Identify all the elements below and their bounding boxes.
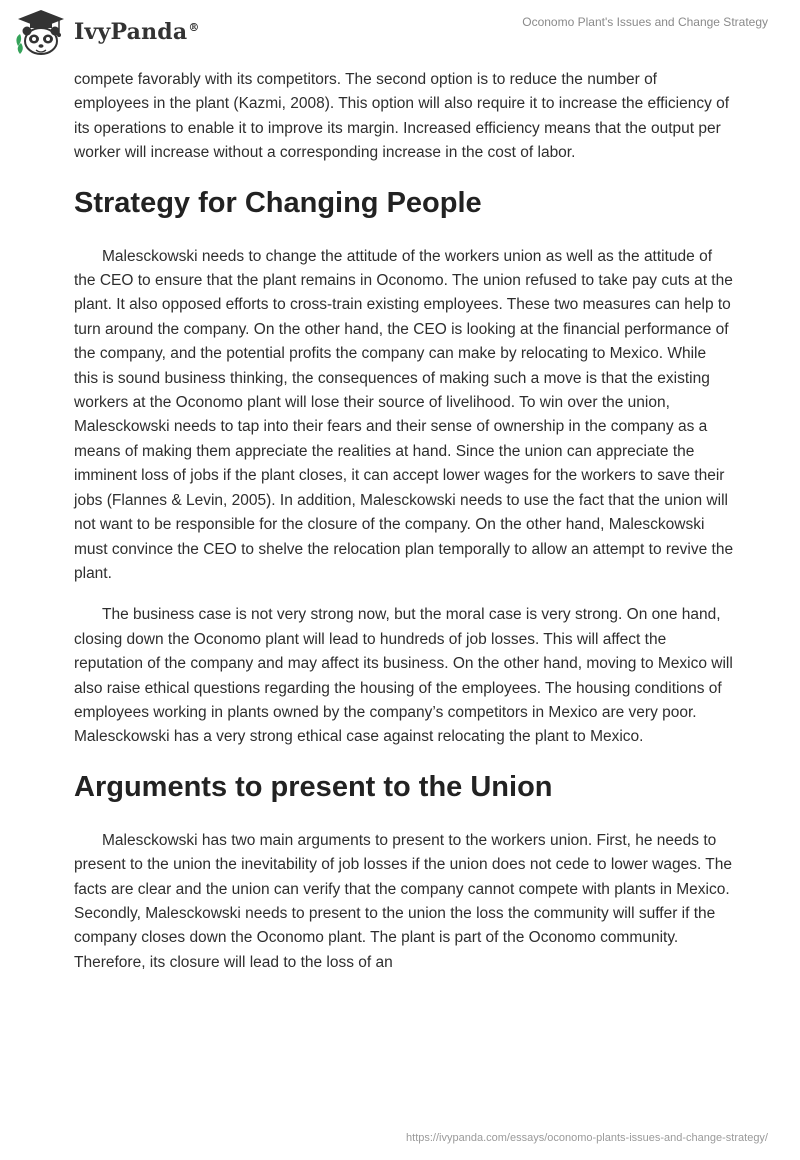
document-title: Oconomo Plant's Issues and Change Strategy	[522, 15, 768, 29]
paragraph-arguments: Malesckowski has two main arguments to present to the workers union. First, he needs to present to the union the inevitability of job losses if the union does not cede to lower wages. The facts are clear and the union can verify that the company cannot compete with plants in Mexico. Secondly, Malesckowski needs to present to the union the loss the community will suffer if the company closes down the Oconomo plant. The plant is part of the Oconomo community. Therefore, its closure will lead to the loss of an	[74, 831, 733, 971]
paragraph-strategy: Malesckowski needs to change the attitude of the workers union as well as the attitude of the CEO to ensure that the plant remains in Oconomo. The union refused to take pay cuts at the plant. It also opposed efforts to cross-train existing employees. These two measures can help to turn around the company. On the other hand, the CEO is looking at the financial performance of the company, and the potential profits the company can make by relocating to Mexico. While this is sound business thinking, the consequences of making such a move is that the existing workers at the Oconomo plant will lose their source of livelihood. To win over the union, Malesckowski needs to tap into their fears and their sense of ownership in the company as a means of making them appreciate the realities at hand. Since the union can appreciate the imminent loss of jobs if the plant closes, it can accept lower wages for the workers to save their jobs (Flannes & Levin, 2005). In addition, Malesckowski needs to use the fact that the union will not want to be responsible for the closure of the company. On the other hand, Malesckowski must convince the CEO to shelve the relocation plan temporally to allow an attempt to revive the plant.	[74, 247, 734, 582]
source-url[interactable]: https://ivypanda.com/essays/oconomo-plants-issues-and-change-strategy/	[406, 1132, 768, 1144]
panda-graduate-icon	[14, 8, 68, 56]
page-header	[0, 0, 800, 70]
registered-mark: ®	[188, 20, 200, 34]
logo[interactable]	[14, 8, 200, 56]
essay-content	[74, 68, 734, 992]
paragraph-business-case: The business case is not very strong now, but the moral case is very strong. On one hand, closing down the Oconomo plant will lead to hundreds of job losses. This will affect the reputation of the company and may affect its business. On the other hand, moving to Mexico will also raise ethical questions regarding the housing of the employees. The housing conditions of employees working in plants owned by the company’s competitors in Mexico are very poor. Malesckowski has a very strong ethical case against relocating the plant to Mexico.	[74, 606, 733, 746]
paragraph-continued: compete favorably with its competitors. The second option is to reduce the number of employees in the plant (Kazmi, 2008). This option will also require it to increase the efficiency of its operations to enable it to improve its margin. Increased efficiency means that the output per worker will increase without a corresponding increase in the cost of labor.	[74, 71, 730, 162]
heading-arguments-to-union: Arguments to present to the Union	[74, 770, 553, 803]
heading-strategy-for-changing-people: Strategy for Changing People	[74, 186, 482, 219]
brand-name: IvyPanda®	[74, 19, 200, 45]
